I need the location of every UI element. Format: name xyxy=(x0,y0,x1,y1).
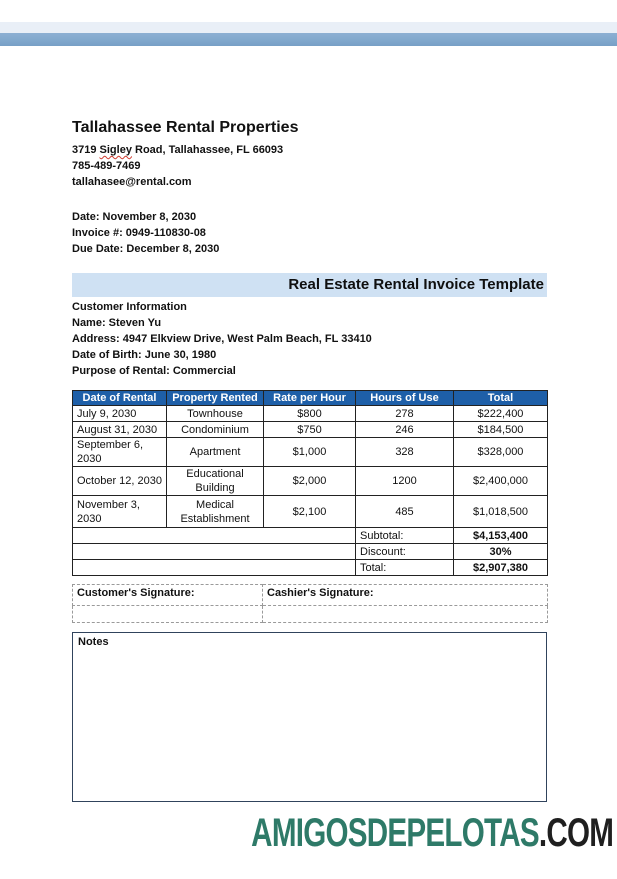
signature-table xyxy=(72,584,548,623)
cell-date: November 3, 2030 xyxy=(73,496,167,528)
signature-label-row xyxy=(73,585,548,606)
customer-purpose: Purpose of Rental: Commercial xyxy=(72,365,236,377)
subtotal-value: $4,153,400 xyxy=(454,528,548,544)
cell-total: $1,018,500 xyxy=(454,496,548,528)
company-address-suffix: Road, Tallahassee, FL 66093 xyxy=(131,144,284,156)
customer-signature-label: Customer's Signature: xyxy=(73,585,263,606)
col-header-hours: Hours of Use xyxy=(356,391,454,406)
top-accent-bar xyxy=(0,33,617,46)
cell-property: Educational Building xyxy=(167,467,264,496)
company-phone: 785-489-7469 xyxy=(72,160,141,172)
invoice-due-date: Due Date: December 8, 2030 xyxy=(72,243,220,255)
table-header-row xyxy=(73,391,548,406)
table-row xyxy=(73,438,548,467)
watermark-logo xyxy=(251,811,613,855)
company-email: tallahasee@rental.com xyxy=(72,176,192,188)
cell-date: September 6, 2030 xyxy=(73,438,167,467)
cell-rate: $750 xyxy=(264,422,356,438)
invoice-date: Date: November 8, 2030 xyxy=(72,211,197,223)
cell-property: Apartment xyxy=(167,438,264,467)
invoice-number: Invoice #: 0949-110830-08 xyxy=(72,227,206,239)
table-row xyxy=(73,406,548,422)
cell-date: October 12, 2030 xyxy=(73,467,167,496)
cashier-signature-label: Cashier's Signature: xyxy=(263,585,548,606)
cell-total: $2,400,000 xyxy=(454,467,548,496)
cashier-signature-field xyxy=(263,606,548,623)
customer-name: Name: Steven Yu xyxy=(72,317,162,329)
cell-rate: $800 xyxy=(264,406,356,422)
cell-hours: 1200 xyxy=(356,467,454,496)
summary-spacer-cell xyxy=(73,560,356,576)
discount-value: 30% xyxy=(454,544,548,560)
customer-heading: Customer Information xyxy=(72,301,187,313)
summary-spacer-cell xyxy=(73,544,356,560)
cell-property: Townhouse xyxy=(167,406,264,422)
subtotal-label: Subtotal: xyxy=(356,528,454,544)
cell-total: $328,000 xyxy=(454,438,548,467)
cell-hours: 485 xyxy=(356,496,454,528)
cell-rate: $2,000 xyxy=(264,467,356,496)
watermark-tld-text: .COM xyxy=(538,811,613,855)
notes-box xyxy=(72,632,547,802)
cell-total: $222,400 xyxy=(454,406,548,422)
company-block xyxy=(72,118,547,190)
summary-row-discount xyxy=(73,544,548,560)
cell-rate: $1,000 xyxy=(264,438,356,467)
cell-date: August 31, 2030 xyxy=(73,422,167,438)
company-address-prefix: 3719 xyxy=(72,144,100,156)
customer-signature-field xyxy=(73,606,263,623)
invoice-meta-block xyxy=(72,209,547,257)
company-name: Tallahassee Rental Properties xyxy=(72,119,299,136)
table-row xyxy=(73,467,548,496)
discount-label: Discount: xyxy=(356,544,454,560)
summary-row-subtotal xyxy=(73,528,548,544)
cell-date: July 9, 2030 xyxy=(73,406,167,422)
table-row xyxy=(73,496,548,528)
col-header-total: Total xyxy=(454,391,548,406)
col-header-property: Property Rented xyxy=(167,391,264,406)
cell-hours: 278 xyxy=(356,406,454,422)
cell-hours: 246 xyxy=(356,422,454,438)
customer-info-block xyxy=(72,299,547,379)
table-row xyxy=(73,422,548,438)
notes-label: Notes xyxy=(78,636,109,648)
customer-address: Address: 4947 Elkview Drive, West Palm Beach, FL 33410 xyxy=(72,333,372,345)
col-header-rate: Rate per Hour xyxy=(264,391,356,406)
cell-rate: $2,100 xyxy=(264,496,356,528)
customer-dob: Date of Birth: June 30, 1980 xyxy=(72,349,217,361)
total-value: $2,907,380 xyxy=(454,560,548,576)
cell-property: Medical Establishment xyxy=(167,496,264,528)
rental-table xyxy=(72,390,548,576)
summary-spacer-cell xyxy=(73,528,356,544)
col-header-date: Date of Rental xyxy=(73,391,167,406)
total-label: Total: xyxy=(356,560,454,576)
signature-blank-row xyxy=(73,606,548,623)
cell-hours: 328 xyxy=(356,438,454,467)
cell-property: Condominium xyxy=(167,422,264,438)
misspelled-word: Sigley xyxy=(99,144,132,156)
top-accent-strip xyxy=(0,22,617,33)
summary-row-total xyxy=(73,560,548,576)
company-address xyxy=(72,142,547,158)
watermark-brand-text: AMIGOSDEPELOTAS xyxy=(251,811,539,855)
page-content xyxy=(72,118,547,802)
document-title: Real Estate Rental Invoice Template xyxy=(72,273,547,297)
cell-total: $184,500 xyxy=(454,422,548,438)
